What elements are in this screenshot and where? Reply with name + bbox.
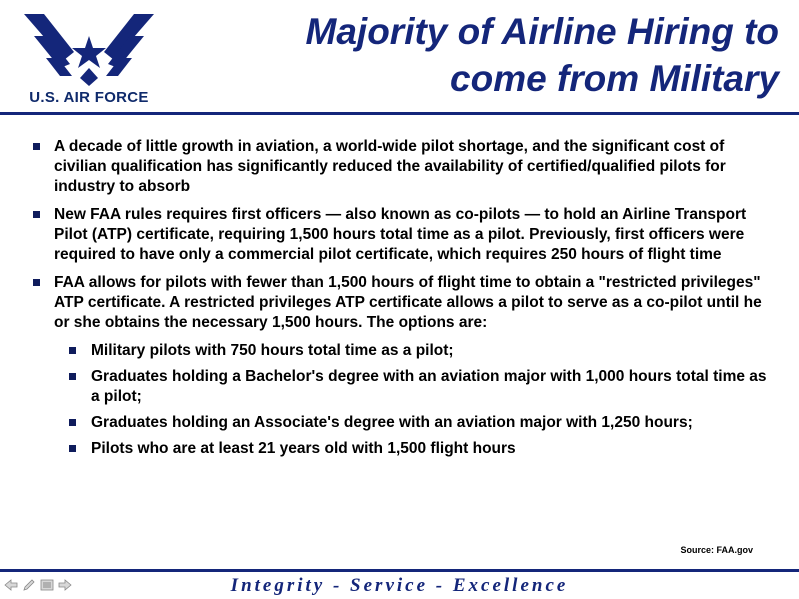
bullet-square-icon <box>33 143 40 150</box>
bullet-square-icon <box>69 347 76 354</box>
footer-divider <box>0 569 799 572</box>
bullet-text: New FAA rules requires first officers — also known as co-pilots — to hold an Airline Transport Pilot (ATP) certificate, requiring 1,500 hours total time as a pilot. Previously, first officers were required to have only a commercial pilot certificate, which requires 250 hours of flight time <box>54 206 747 263</box>
arrow-left-icon[interactable] <box>4 578 18 592</box>
air-force-wings-icon <box>14 6 164 88</box>
arrow-right-icon[interactable] <box>58 578 72 592</box>
slide-navigation <box>4 578 72 592</box>
title-line-2: come from Military <box>450 58 779 99</box>
sub-bullet-item <box>0 341 799 361</box>
sub-bullet-text: Military pilots with 750 hours total time as a pilot; <box>91 342 454 359</box>
sub-bullet-item <box>0 439 799 459</box>
menu-icon[interactable] <box>40 578 54 592</box>
source-citation: Source: FAA.gov <box>680 545 753 555</box>
bullet-item <box>0 273 799 333</box>
air-force-logo <box>14 6 164 106</box>
bullet-square-icon <box>33 279 40 286</box>
bullet-square-icon <box>69 445 76 452</box>
bullet-text: A decade of little growth in aviation, a world-wide pilot shortage, and the significant cost of civilian qualification has significantly reduced the availability of certified/qualified pilots for industry to absorb <box>54 138 726 195</box>
bullet-item <box>0 137 799 197</box>
sub-bullet-text: Graduates holding a Bachelor's degree with an aviation major with 1,000 hours total time as a pilot; <box>91 368 767 405</box>
bullet-square-icon <box>33 211 40 218</box>
footer-motto: Integrity - Service - Excellence <box>230 575 569 596</box>
bullet-square-icon <box>69 419 76 426</box>
bullet-text: FAA allows for pilots with fewer than 1,500 hours of flight time to obtain a "restricted privileges" ATP certificate. A restricted privileges ATP certificate allows a pilot to serve as a co-pilot until he or she obtains the necessary 1,500 hours. The options are: <box>54 274 762 331</box>
bullet-square-icon <box>69 373 76 380</box>
logo-text: U.S. AIR FORCE <box>29 89 149 106</box>
slide-content <box>0 137 799 465</box>
page-title <box>180 8 779 102</box>
title-line-1: Majority of Airline Hiring to <box>305 11 779 52</box>
bullet-item <box>0 205 799 265</box>
sub-bullet-text: Pilots who are at least 21 years old with 1,500 flight hours <box>91 440 516 457</box>
sub-bullet-text: Graduates holding an Associate's degree with an aviation major with 1,250 hours; <box>91 414 693 431</box>
sub-bullet-item <box>0 367 799 407</box>
header-divider <box>0 112 799 115</box>
sub-bullet-item <box>0 413 799 433</box>
pen-icon[interactable] <box>22 578 36 592</box>
